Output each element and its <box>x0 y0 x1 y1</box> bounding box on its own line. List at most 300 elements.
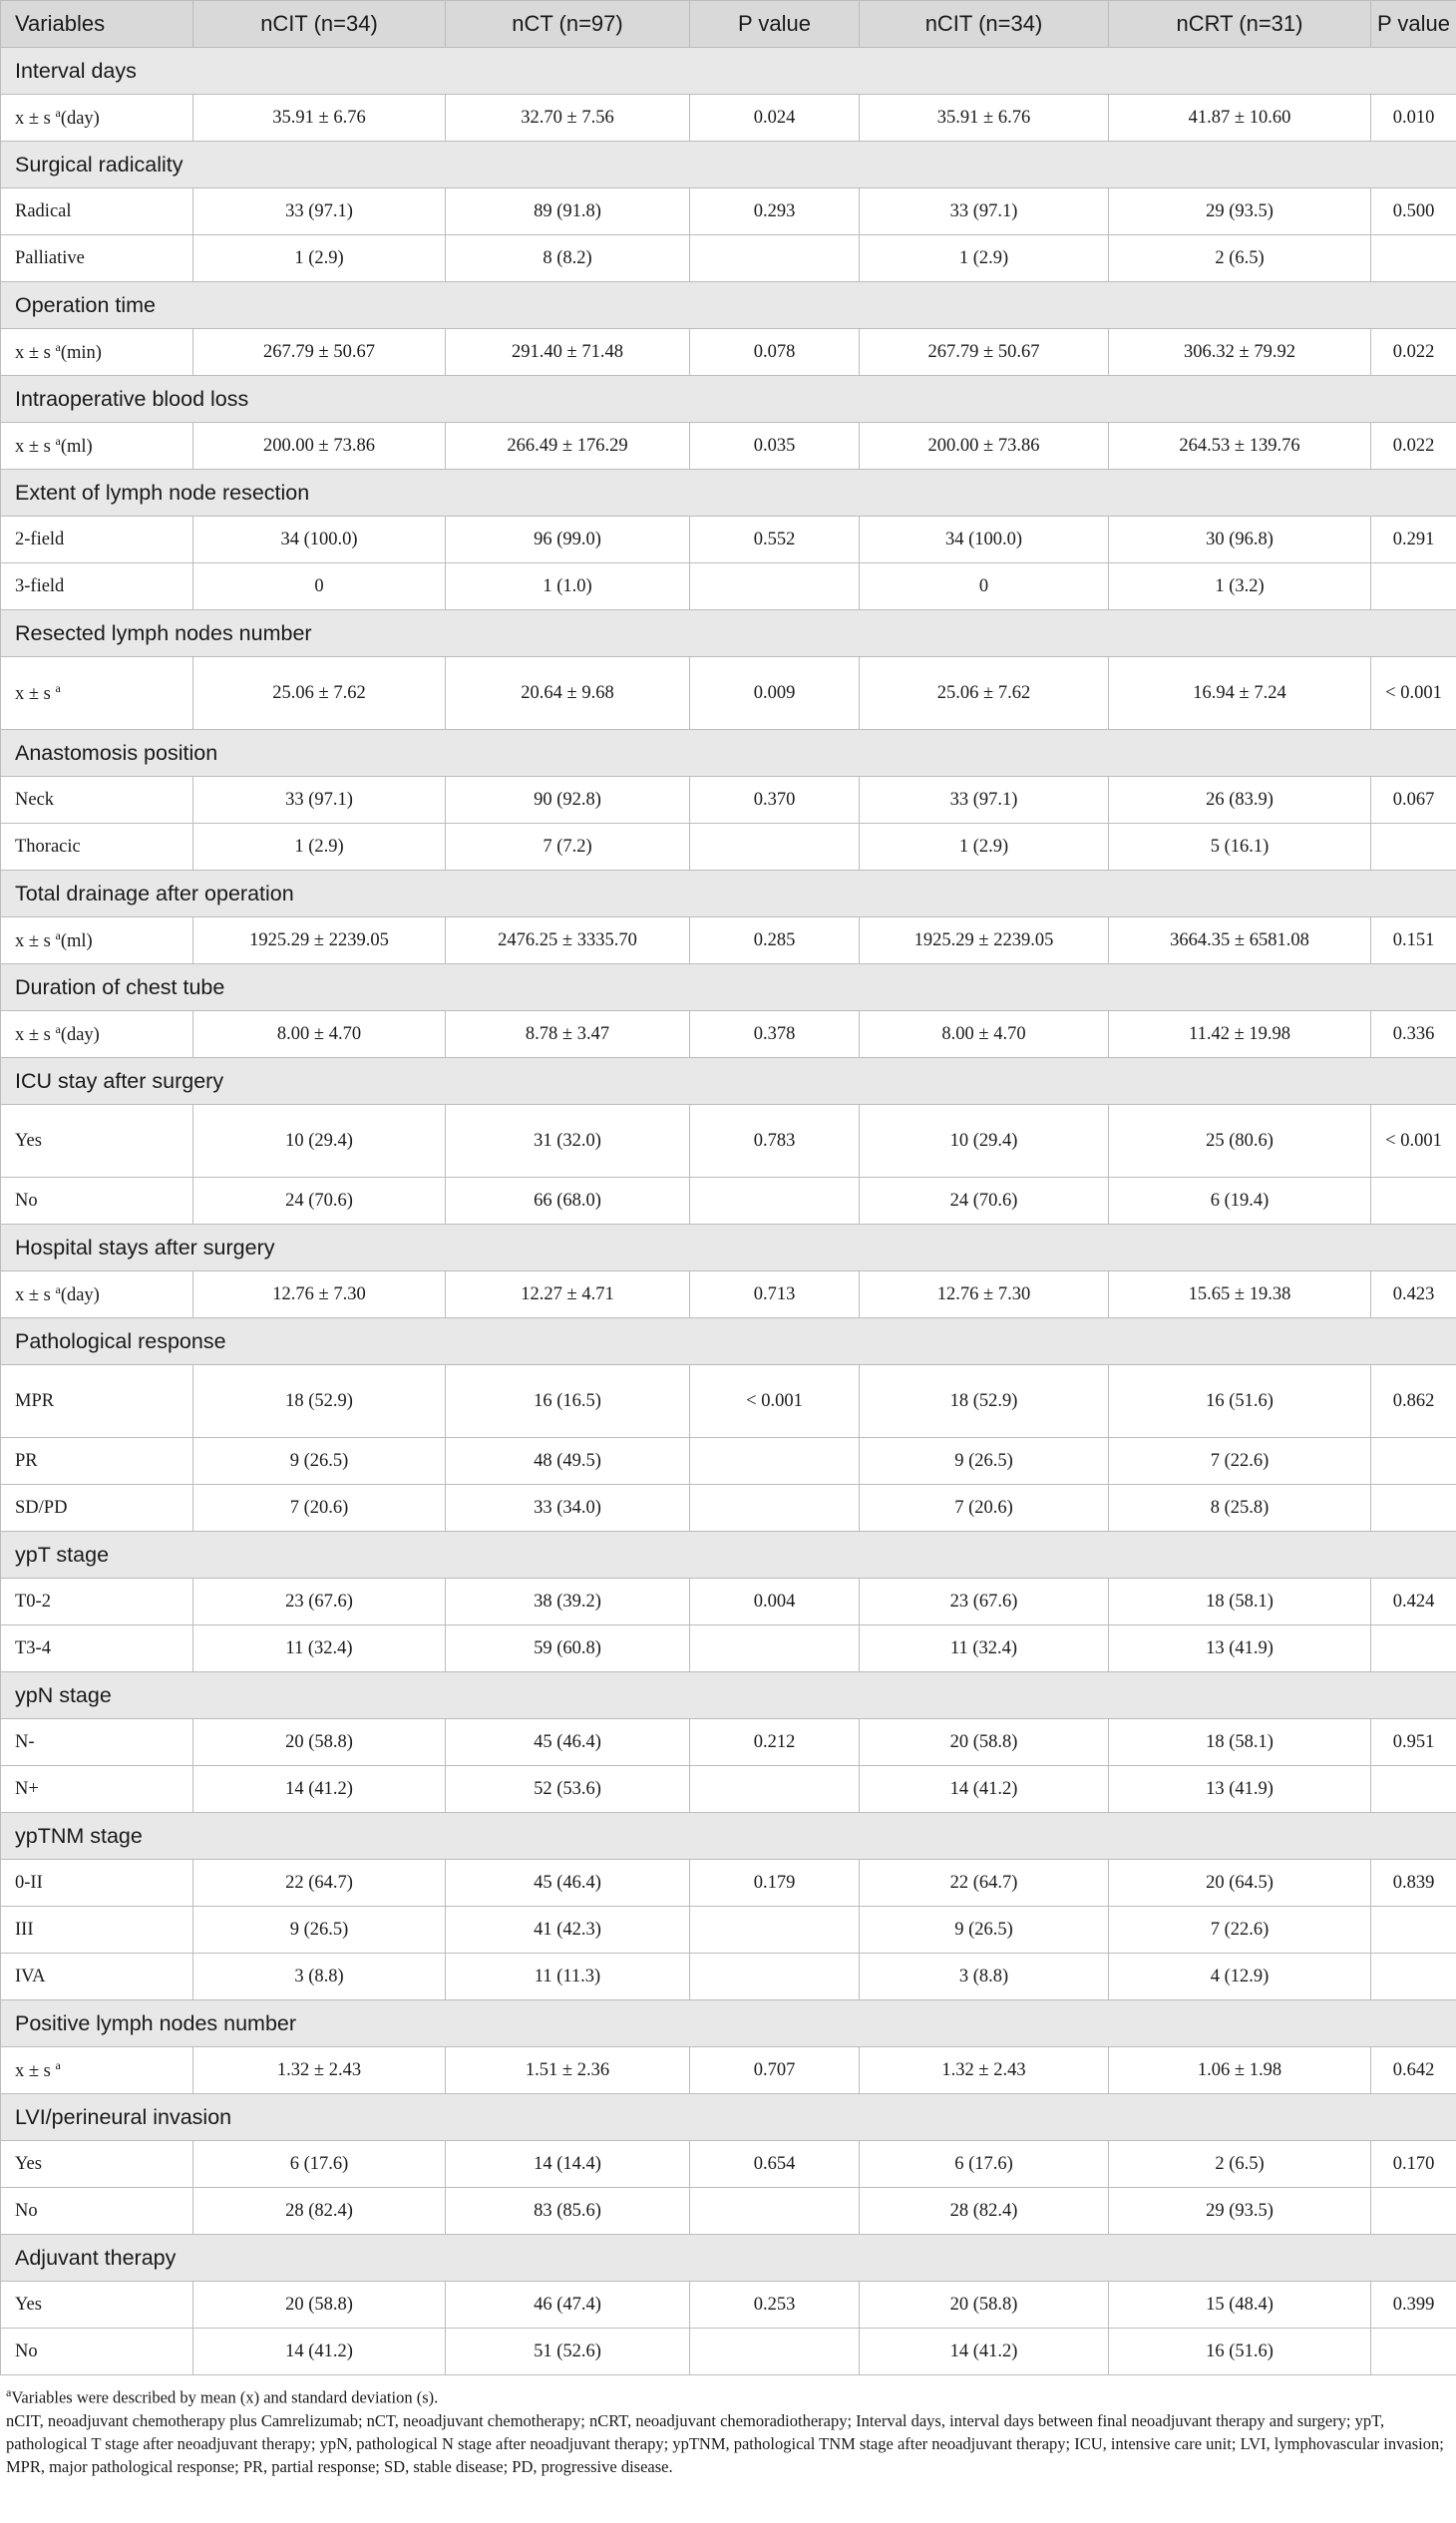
value-cell: 29 (93.5) <box>1109 188 1371 235</box>
row-label-text: 0-II <box>15 1872 43 1893</box>
row-label <box>1 777 193 824</box>
p-value-cell: 0.067 <box>1371 777 1456 824</box>
p-value-cell <box>1371 2329 1456 2375</box>
footnote-ref: a <box>55 927 61 942</box>
section-row <box>1 610 1456 657</box>
row-label-text: T0-2 <box>15 1591 51 1612</box>
p-value-cell <box>1371 1485 1456 1532</box>
table-row <box>1 329 1456 376</box>
header-nct: nCT (n=97) <box>446 1 690 48</box>
value-cell: 2 (6.5) <box>1109 2141 1371 2188</box>
value-cell: 25.06 ± 7.62 <box>193 657 446 730</box>
row-unit: (ml) <box>60 437 93 458</box>
row-label <box>1 1579 193 1625</box>
value-cell: 48 (49.5) <box>446 1438 690 1485</box>
value-cell: 11 (11.3) <box>446 1954 690 2000</box>
row-label-text: x ± s <box>15 343 51 364</box>
row-label <box>1 423 193 470</box>
footnote-marker: a <box>6 2385 12 2399</box>
row-unit: (day) <box>60 1025 100 1046</box>
p-value-cell: 0.336 <box>1371 1011 1456 1058</box>
row-label <box>1 2282 193 2329</box>
p-value-cell: 0.500 <box>1371 188 1456 235</box>
value-cell: 1.06 ± 1.98 <box>1109 2047 1371 2094</box>
value-cell: 12.27 ± 4.71 <box>446 1271 690 1318</box>
value-cell: 46 (47.4) <box>446 2282 690 2329</box>
value-cell: 7 (22.6) <box>1109 1907 1371 1954</box>
section-title: Positive lymph nodes number <box>1 2000 1456 2047</box>
row-label-text: No <box>15 1190 38 1211</box>
value-cell: 10 (29.4) <box>193 1105 446 1178</box>
p-value-cell: 0.707 <box>690 2047 860 2094</box>
row-label-text: MPR <box>15 1390 55 1411</box>
p-value-cell <box>1371 824 1456 871</box>
section-title: Adjuvant therapy <box>1 2235 1456 2282</box>
row-label <box>1 1438 193 1485</box>
row-label <box>1 235 193 282</box>
section-row <box>1 2000 1456 2047</box>
p-value-cell: 0.839 <box>1371 1860 1456 1907</box>
p-value-cell: 0.862 <box>1371 1365 1456 1438</box>
p-value-cell <box>690 2329 860 2375</box>
value-cell: 266.49 ± 176.29 <box>446 423 690 470</box>
p-value-cell: 0.024 <box>690 95 860 142</box>
value-cell: 2 (6.5) <box>1109 235 1371 282</box>
table-notes <box>0 2375 1456 2478</box>
p-value-cell <box>690 1954 860 2000</box>
value-cell: 66 (68.0) <box>446 1178 690 1225</box>
section-title: Hospital stays after surgery <box>1 1225 1456 1271</box>
section-row <box>1 48 1456 95</box>
table-row <box>1 95 1456 142</box>
value-cell: 14 (41.2) <box>193 2329 446 2375</box>
p-value-cell: 0.713 <box>690 1271 860 1318</box>
row-label-text: x ± s <box>15 437 51 458</box>
table-row <box>1 1907 1456 1954</box>
row-label-text: No <box>15 2200 38 2221</box>
row-label-text: T3-4 <box>15 1637 51 1658</box>
section-row <box>1 470 1456 517</box>
p-value-cell: 0.783 <box>690 1105 860 1178</box>
table-row <box>1 1271 1456 1318</box>
value-cell: 13 (41.9) <box>1109 1766 1371 1813</box>
p-value-cell: 0.370 <box>690 777 860 824</box>
p-value-cell: 0.170 <box>1371 2141 1456 2188</box>
value-cell: 18 (58.1) <box>1109 1719 1371 1766</box>
row-label <box>1 824 193 871</box>
value-cell: 22 (64.7) <box>860 1860 1109 1907</box>
row-label-text: Yes <box>15 2153 42 2174</box>
p-value-cell: 0.151 <box>1371 917 1456 964</box>
value-cell: 3 (8.8) <box>860 1954 1109 2000</box>
table-row <box>1 1625 1456 1672</box>
section-row <box>1 730 1456 777</box>
row-label <box>1 2188 193 2235</box>
value-cell: 306.32 ± 79.92 <box>1109 329 1371 376</box>
footnote-text: Variables were described by mean (x) and standard deviation (s). <box>11 2387 439 2407</box>
value-cell: 15 (48.4) <box>1109 2282 1371 2329</box>
value-cell: 90 (92.8) <box>446 777 690 824</box>
section-title: ypT stage <box>1 1532 1456 1579</box>
p-value-cell: 0.424 <box>1371 1579 1456 1625</box>
value-cell: 1 (2.9) <box>193 235 446 282</box>
row-label <box>1 95 193 142</box>
value-cell: 33 (97.1) <box>193 777 446 824</box>
section-title: Pathological response <box>1 1318 1456 1365</box>
section-title: Total drainage after operation <box>1 871 1456 917</box>
p-value-cell <box>690 1485 860 1532</box>
section-row <box>1 1225 1456 1271</box>
header-p-value-right: P value <box>1371 1 1456 48</box>
value-cell: 23 (67.6) <box>193 1579 446 1625</box>
table-row <box>1 1485 1456 1532</box>
value-cell: 28 (82.4) <box>193 2188 446 2235</box>
row-label-text: N+ <box>15 1778 39 1799</box>
section-title: LVI/perineural invasion <box>1 2094 1456 2141</box>
header-variables: Variables <box>1 1 193 48</box>
value-cell: 291.40 ± 71.48 <box>446 329 690 376</box>
value-cell: 20 (64.5) <box>1109 1860 1371 1907</box>
value-cell: 1 (2.9) <box>860 235 1109 282</box>
row-label <box>1 1485 193 1532</box>
value-cell: 10 (29.4) <box>860 1105 1109 1178</box>
row-label-text: Yes <box>15 1130 42 1151</box>
section-row <box>1 282 1456 329</box>
value-cell: 18 (52.9) <box>860 1365 1109 1438</box>
row-label <box>1 1178 193 1225</box>
footnote-ref: a <box>55 2057 61 2072</box>
value-cell: 20 (58.8) <box>193 1719 446 1766</box>
row-label-text: Radical <box>15 200 72 221</box>
row-label-text: 2-field <box>15 529 65 549</box>
section-row <box>1 871 1456 917</box>
table-row <box>1 1438 1456 1485</box>
value-cell: 12.76 ± 7.30 <box>860 1271 1109 1318</box>
section-row <box>1 2094 1456 2141</box>
p-value-cell <box>690 1766 860 1813</box>
value-cell: 29 (93.5) <box>1109 2188 1371 2235</box>
section-title: ypTNM stage <box>1 1813 1456 1860</box>
row-label <box>1 1271 193 1318</box>
table-row <box>1 1860 1456 1907</box>
section-row <box>1 964 1456 1011</box>
section-row <box>1 1532 1456 1579</box>
value-cell: 14 (41.2) <box>193 1766 446 1813</box>
value-cell: 200.00 ± 73.86 <box>193 423 446 470</box>
table-row <box>1 1011 1456 1058</box>
table-row <box>1 2188 1456 2235</box>
p-value-cell <box>690 235 860 282</box>
table-row <box>1 1719 1456 1766</box>
p-value-cell: 0.212 <box>690 1719 860 1766</box>
table-row <box>1 1105 1456 1178</box>
row-label <box>1 1625 193 1672</box>
value-cell: 1 (1.0) <box>446 563 690 610</box>
value-cell: 35.91 ± 6.76 <box>860 95 1109 142</box>
row-label-text: IVA <box>15 1966 46 1986</box>
value-cell: 7 (22.6) <box>1109 1438 1371 1485</box>
table-body <box>1 48 1456 2375</box>
value-cell: 18 (52.9) <box>193 1365 446 1438</box>
table-row <box>1 657 1456 730</box>
value-cell: 20.64 ± 9.68 <box>446 657 690 730</box>
value-cell: 59 (60.8) <box>446 1625 690 1672</box>
value-cell: 45 (46.4) <box>446 1719 690 1766</box>
p-value-cell: < 0.001 <box>1371 1105 1456 1178</box>
p-value-cell: 0.022 <box>1371 329 1456 376</box>
section-row <box>1 142 1456 188</box>
value-cell: 33 (97.1) <box>860 188 1109 235</box>
value-cell: 16.94 ± 7.24 <box>1109 657 1371 730</box>
table-row <box>1 2329 1456 2375</box>
value-cell: 9 (26.5) <box>193 1438 446 1485</box>
value-cell: 1 (3.2) <box>1109 563 1371 610</box>
row-unit: (min) <box>60 343 102 364</box>
value-cell: 41.87 ± 10.60 <box>1109 95 1371 142</box>
value-cell: 20 (58.8) <box>860 1719 1109 1766</box>
section-title: Intraoperative blood loss <box>1 376 1456 423</box>
table-row <box>1 517 1456 563</box>
section-row <box>1 1318 1456 1365</box>
value-cell: 7 (7.2) <box>446 824 690 871</box>
value-cell: 31 (32.0) <box>446 1105 690 1178</box>
table-row <box>1 917 1456 964</box>
p-value-cell: 0.293 <box>690 188 860 235</box>
row-label <box>1 329 193 376</box>
row-label <box>1 1719 193 1766</box>
section-row <box>1 2235 1456 2282</box>
p-value-cell: 0.654 <box>690 2141 860 2188</box>
value-cell: 35.91 ± 6.76 <box>193 95 446 142</box>
footnote-ref: a <box>55 680 61 695</box>
value-cell: 1925.29 ± 2239.05 <box>860 917 1109 964</box>
value-cell: 1.32 ± 2.43 <box>860 2047 1109 2094</box>
value-cell: 8.00 ± 4.70 <box>860 1011 1109 1058</box>
row-label-text: Thoracic <box>15 836 81 857</box>
row-label-text: x ± s <box>15 1025 51 1046</box>
value-cell: 16 (51.6) <box>1109 2329 1371 2375</box>
p-value-cell: 0.285 <box>690 917 860 964</box>
value-cell: 33 (97.1) <box>860 777 1109 824</box>
section-row <box>1 1672 1456 1719</box>
value-cell: 20 (58.8) <box>860 2282 1109 2329</box>
section-title: ICU stay after surgery <box>1 1058 1456 1105</box>
value-cell: 20 (58.8) <box>193 2282 446 2329</box>
row-label-text: Yes <box>15 2294 42 2315</box>
value-cell: 3 (8.8) <box>193 1954 446 2000</box>
value-cell: 52 (53.6) <box>446 1766 690 1813</box>
row-label-text: x ± s <box>15 2061 51 2082</box>
p-value-cell: 0.423 <box>1371 1271 1456 1318</box>
row-label <box>1 2329 193 2375</box>
section-title: ypN stage <box>1 1672 1456 1719</box>
row-label <box>1 2141 193 2188</box>
value-cell: 33 (34.0) <box>446 1485 690 1532</box>
value-cell: 11 (32.4) <box>193 1625 446 1672</box>
value-cell: 1 (2.9) <box>860 824 1109 871</box>
p-value-cell: 0.951 <box>1371 1719 1456 1766</box>
footnote-ref: a <box>55 105 61 120</box>
value-cell: 22 (64.7) <box>193 1860 446 1907</box>
p-value-cell <box>690 1907 860 1954</box>
row-label <box>1 1011 193 1058</box>
p-value-cell: 0.010 <box>1371 95 1456 142</box>
row-label-text: SD/PD <box>15 1497 68 1518</box>
value-cell: 8.78 ± 3.47 <box>446 1011 690 1058</box>
row-label-text: PR <box>15 1450 38 1471</box>
row-label <box>1 1766 193 1813</box>
value-cell: 5 (16.1) <box>1109 824 1371 871</box>
section-title: Resected lymph nodes number <box>1 610 1456 657</box>
p-value-cell <box>1371 1907 1456 1954</box>
p-value-cell: 0.022 <box>1371 423 1456 470</box>
p-value-cell: 0.035 <box>690 423 860 470</box>
row-label <box>1 188 193 235</box>
value-cell: 24 (70.6) <box>860 1178 1109 1225</box>
abbreviations: nCIT, neoadjuvant chemotherapy plus Camrelizumab; nCT, neoadjuvant chemotherapy; nCRT, neoadjuvant chemoradiotherapy; Interval days, interval days between final neoadjuvant therapy and surgery; ypT, pathological T stage after neoadjuvant therapy; ypN, pathological N stage after neoadjuvant therapy; ypTNM, pathological TNM stage after neoadjuvant therapy; ICU, intensive care unit; LVI, lymphovascular invasion; MPR, major pathological response; PR, partial response; SD, stable disease; PD, progressive disease. <box>6 2410 1444 2476</box>
footnote-ref: a <box>55 433 61 448</box>
section-title: Interval days <box>1 48 1456 95</box>
table-row <box>1 563 1456 610</box>
p-value-cell: 0.004 <box>690 1579 860 1625</box>
row-label-text: 3-field <box>15 575 65 596</box>
value-cell: 8 (25.8) <box>1109 1485 1371 1532</box>
header-ncit-right: nCIT (n=34) <box>860 1 1109 48</box>
header-ncit-left: nCIT (n=34) <box>193 1 446 48</box>
row-label-text: x ± s <box>15 931 51 952</box>
value-cell: 11.42 ± 19.98 <box>1109 1011 1371 1058</box>
p-value-cell: 0.291 <box>1371 517 1456 563</box>
section-row <box>1 1058 1456 1105</box>
table-row <box>1 1579 1456 1625</box>
row-unit: (day) <box>60 1285 100 1306</box>
p-value-cell: 0.642 <box>1371 2047 1456 2094</box>
row-label-text: x ± s <box>15 684 51 705</box>
value-cell: 9 (26.5) <box>860 1438 1109 1485</box>
value-cell: 30 (96.8) <box>1109 517 1371 563</box>
section-row <box>1 376 1456 423</box>
footnote-ref: a <box>55 1281 61 1296</box>
section-title: Anastomosis position <box>1 730 1456 777</box>
p-value-cell: 0.179 <box>690 1860 860 1907</box>
value-cell: 1.51 ± 2.36 <box>446 2047 690 2094</box>
value-cell: 14 (41.2) <box>860 1766 1109 1813</box>
table-row <box>1 2047 1456 2094</box>
header-ncrt: nCRT (n=31) <box>1109 1 1371 48</box>
row-label-text: III <box>15 1919 34 1940</box>
p-value-cell <box>1371 1438 1456 1485</box>
table-row <box>1 2282 1456 2329</box>
value-cell: 0 <box>860 563 1109 610</box>
section-title: Extent of lymph node resection <box>1 470 1456 517</box>
row-unit: (day) <box>60 109 100 130</box>
p-value-cell <box>1371 235 1456 282</box>
value-cell: 2476.25 ± 3335.70 <box>446 917 690 964</box>
table-row <box>1 1178 1456 1225</box>
table-row <box>1 777 1456 824</box>
value-cell: 11 (32.4) <box>860 1625 1109 1672</box>
value-cell: 7 (20.6) <box>860 1485 1109 1532</box>
value-cell: 89 (91.8) <box>446 188 690 235</box>
value-cell: 16 (51.6) <box>1109 1365 1371 1438</box>
value-cell: 83 (85.6) <box>446 2188 690 2235</box>
value-cell: 25.06 ± 7.62 <box>860 657 1109 730</box>
row-label <box>1 1954 193 2000</box>
p-value-cell: < 0.001 <box>1371 657 1456 730</box>
value-cell: 267.79 ± 50.67 <box>860 329 1109 376</box>
p-value-cell <box>690 1438 860 1485</box>
value-cell: 16 (16.5) <box>446 1365 690 1438</box>
value-cell: 9 (26.5) <box>193 1907 446 1954</box>
row-label <box>1 657 193 730</box>
value-cell: 15.65 ± 19.38 <box>1109 1271 1371 1318</box>
value-cell: 12.76 ± 7.30 <box>193 1271 446 1318</box>
value-cell: 33 (97.1) <box>193 188 446 235</box>
p-value-cell <box>1371 2188 1456 2235</box>
table-row <box>1 235 1456 282</box>
p-value-cell: 0.009 <box>690 657 860 730</box>
p-value-cell <box>1371 1954 1456 2000</box>
p-value-cell: 0.399 <box>1371 2282 1456 2329</box>
value-cell: 1925.29 ± 2239.05 <box>193 917 446 964</box>
value-cell: 51 (52.6) <box>446 2329 690 2375</box>
value-cell: 1.32 ± 2.43 <box>193 2047 446 2094</box>
footnote-ref: a <box>55 339 61 354</box>
value-cell: 9 (26.5) <box>860 1907 1109 1954</box>
p-value-cell <box>1371 1625 1456 1672</box>
p-value-cell <box>690 1625 860 1672</box>
value-cell: 8.00 ± 4.70 <box>193 1011 446 1058</box>
p-value-cell <box>690 1178 860 1225</box>
value-cell: 32.70 ± 7.56 <box>446 95 690 142</box>
row-label-text: x ± s <box>15 1285 51 1306</box>
row-label <box>1 1860 193 1907</box>
row-label-text: Neck <box>15 789 55 810</box>
table-row <box>1 1766 1456 1813</box>
value-cell: 34 (100.0) <box>860 517 1109 563</box>
section-title: Duration of chest tube <box>1 964 1456 1011</box>
value-cell: 7 (20.6) <box>193 1485 446 1532</box>
value-cell: 28 (82.4) <box>860 2188 1109 2235</box>
p-value-cell: 0.378 <box>690 1011 860 1058</box>
footnote-ref: a <box>55 1021 61 1036</box>
value-cell: 200.00 ± 73.86 <box>860 423 1109 470</box>
p-value-cell <box>1371 1766 1456 1813</box>
row-label-text: x ± s <box>15 109 51 130</box>
value-cell: 34 (100.0) <box>193 517 446 563</box>
row-label-text: No <box>15 2341 38 2361</box>
row-label-text: Palliative <box>15 247 85 268</box>
value-cell: 4 (12.9) <box>1109 1954 1371 2000</box>
row-label <box>1 563 193 610</box>
value-cell: 267.79 ± 50.67 <box>193 329 446 376</box>
value-cell: 6 (17.6) <box>193 2141 446 2188</box>
value-cell: 41 (42.3) <box>446 1907 690 1954</box>
value-cell: 14 (41.2) <box>860 2329 1109 2375</box>
row-unit: (ml) <box>60 931 93 952</box>
p-value-cell <box>1371 1178 1456 1225</box>
value-cell: 18 (58.1) <box>1109 1579 1371 1625</box>
row-label <box>1 2047 193 2094</box>
table-row <box>1 824 1456 871</box>
value-cell: 96 (99.0) <box>446 517 690 563</box>
section-title: Operation time <box>1 282 1456 329</box>
table-row <box>1 1954 1456 2000</box>
value-cell: 0 <box>193 563 446 610</box>
p-value-cell: 0.253 <box>690 2282 860 2329</box>
row-label <box>1 517 193 563</box>
table-row <box>1 2141 1456 2188</box>
